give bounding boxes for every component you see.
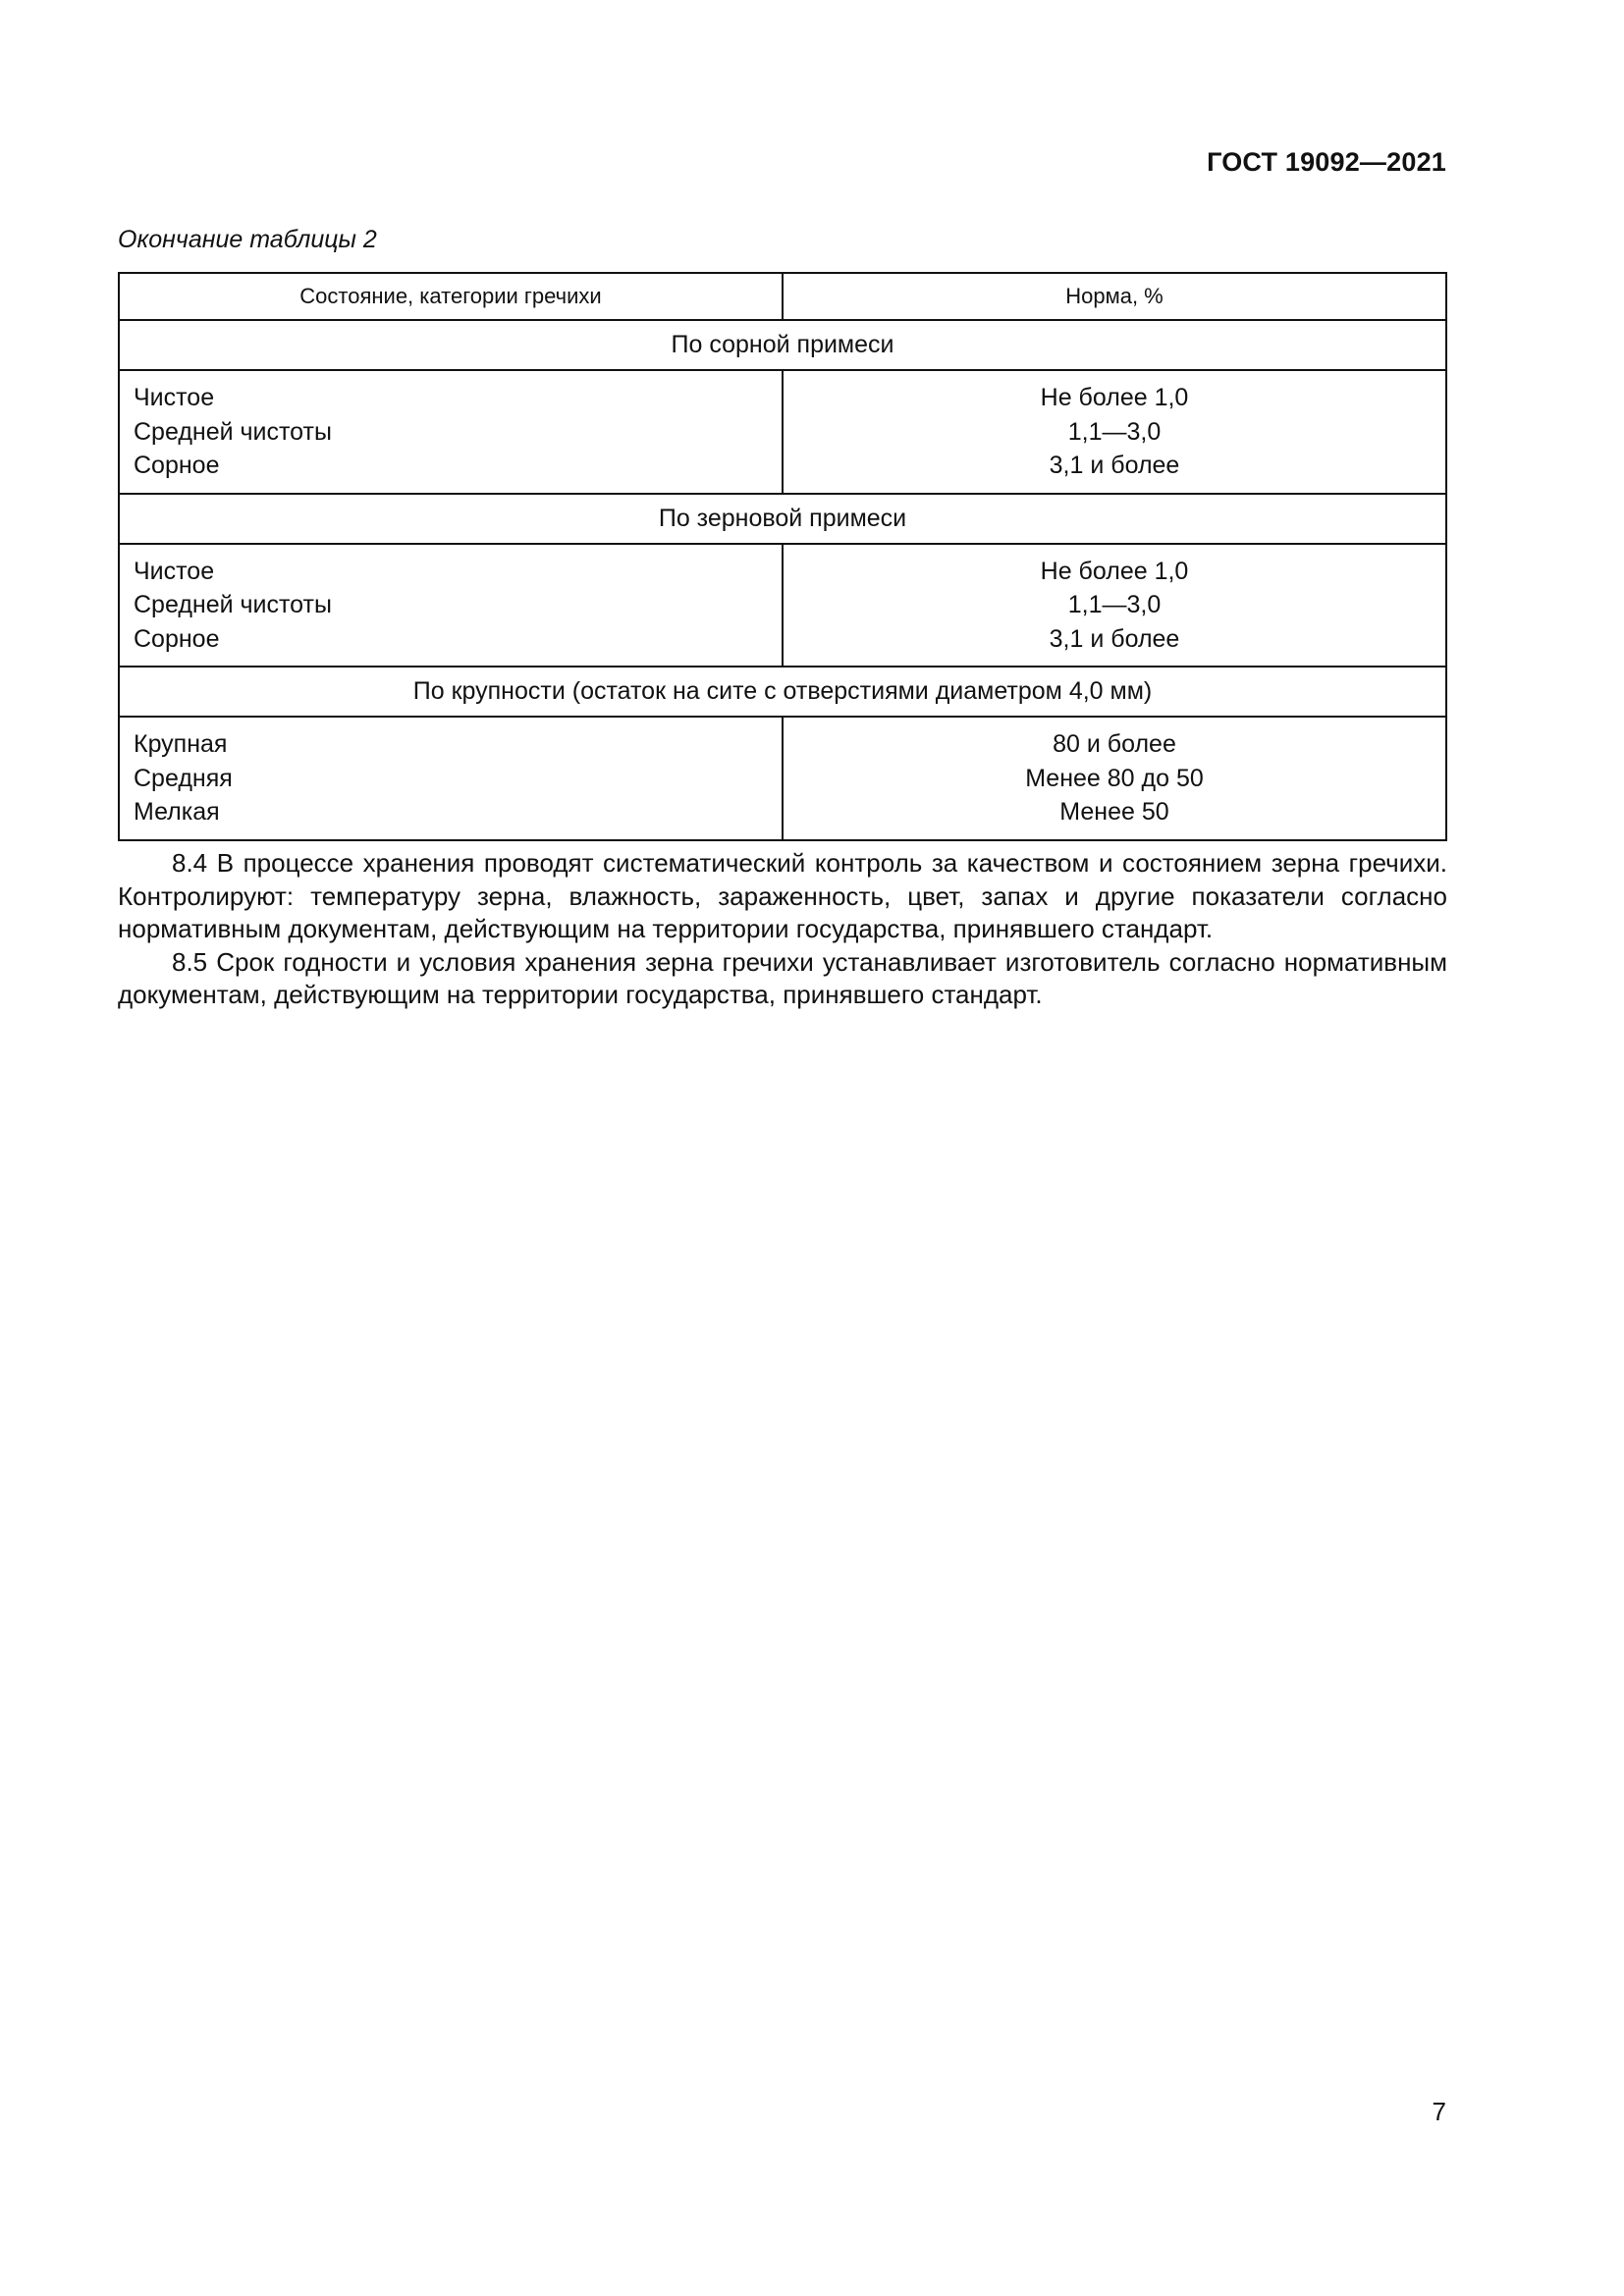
page-number: 7 [1432,2097,1446,2126]
section-row-size [119,667,1446,717]
table-caption: Окончание таблицы 2 [118,226,377,253]
section-row-grain-impurity [119,494,1446,544]
category-value: Крупная [134,730,228,758]
norm-value: 1,1—3,0 [1067,417,1162,446]
category-cell [119,717,783,840]
category-value: Средней чистоты [134,417,332,446]
paragraph-8-5: 8.5 Срок годности и условия хранения зерна гречихи устанавливает изготовитель согласно нормативным документам, действующим на территории государства, принявшего стандарт. [118,946,1447,1009]
category-value: Чистое [134,557,215,585]
category-value: Средняя [134,764,233,792]
section-title: По сорной примеси [119,320,1446,370]
norm-cell [783,544,1446,667]
table-row [119,717,1446,840]
table-row [119,544,1446,667]
document-code: ГОСТ 19092—2021 [1207,147,1446,177]
norm-value: Не более 1,0 [1040,384,1189,411]
table-header-row [119,273,1446,320]
category-cell [119,544,783,667]
category-value: Сорное [134,624,220,653]
category-value: Средней чистоты [134,591,332,618]
norm-cell [783,717,1446,840]
column-header-norm: Норма, % [783,273,1446,320]
norm-value: 1,1—3,0 [1067,591,1162,618]
paragraph-8-4: 8.4 В процессе хранения проводят систематический контроль за качеством и состоянием зерна гречихи. Контролируют: температуру зерна, влажность, зараженность, цвет, запах и другие показатели согласно нормативным документам, действующим на территории государства, принявшего стандарт. [118,848,1447,943]
category-value: Сорное [134,452,220,479]
table-row [119,370,1446,494]
norm-value: Не более 1,0 [1040,557,1189,585]
category-cell [119,370,783,494]
section-row-weed-impurity [119,320,1446,370]
column-header-category: Состояние, категории гречихи [119,273,783,320]
section-title: По зерновой примеси [119,494,1446,544]
norm-value: Менее 80 до 50 [1025,764,1204,792]
category-value: Мелкая [134,798,220,826]
norm-cell [783,370,1446,494]
buckwheat-norms-table [118,272,1447,841]
norm-value: Менее 50 [1059,798,1169,826]
body-text [118,847,1447,1012]
section-title: По крупности (остаток на сите с отверстиями диаметром 4,0 мм) [119,667,1446,717]
norm-value: 80 и более [1053,730,1176,758]
category-value: Чистое [134,384,215,411]
norm-value: 3,1 и более [1049,452,1180,479]
norm-value: 3,1 и более [1049,624,1180,653]
